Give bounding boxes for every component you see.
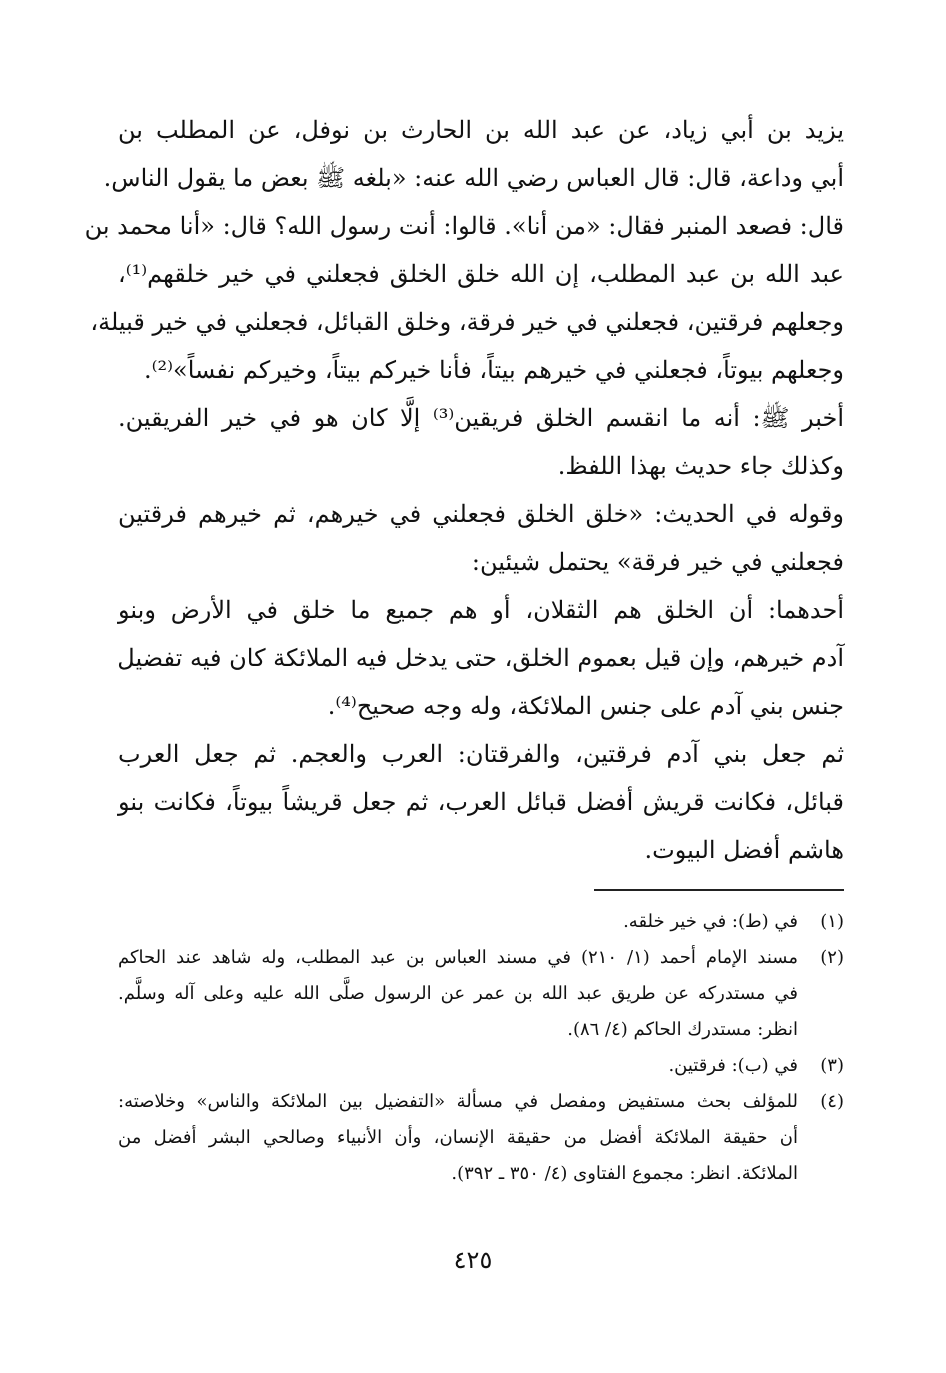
footnote-number: (٤) — [820, 1091, 844, 1112]
text-line: وجعلهم فرقتين، فجعلني في خير فرقة، وخلق القبائل، فجعلني في خير قبيلة، — [90, 308, 844, 336]
text-line: قبائل، فكانت قريش أفضل قبائل العرب، ثم جعل قريشاً بيوتاً، فكانت بنو — [118, 788, 844, 816]
text-line: هاشم أفضل البيوت. — [644, 836, 844, 864]
text-line: يزيد بن أبي زياد، عن عبد الله بن الحارث بن نوفل، عن المطلب بن — [118, 116, 844, 144]
footnote-line: في (ط): في خير خلقه. — [623, 911, 798, 932]
footnotes — [118, 904, 844, 1192]
footnote-number: (٣) — [820, 1055, 844, 1076]
footnote-number: (٢) — [820, 947, 844, 968]
text-line: آدم خيرهم، وإن قيل بعموم الخلق، حتى يدخل فيه الملائكة كان فيه تفضيل — [117, 644, 844, 672]
text-line: وجعلهم بيوتاً، فجعلني في خيرهم بيتاً، فأنا خيركم بيتاً، وخيركم نفساً»⁽²⁾. — [143, 356, 844, 384]
footnote-line: انظر: مستدرك الحاكم (٤/ ٨٦). — [567, 1019, 798, 1040]
text-line: أحدهما: أن الخلق هم الثقلان، أو هم جميع ما خلق في الأرض وبنو — [118, 596, 844, 624]
text-line: عبد الله بن عبد المطلب، إن الله خلق الخلق فجعلني في خير خلقهم⁽¹⁾، — [118, 260, 844, 288]
footnote-line: مسند الإمام أحمد (١/ ٢١٠) في مسند العباس بن عبد المطلب، وله شاهد عند الحاكم — [118, 947, 798, 968]
footnote-line: في مستدركه عن طريق عبد الله بن عمر عن الرسول صلَّى الله عليه وعلى آله وسلَّم. — [118, 983, 798, 1004]
footnote-line: للمؤلف بحث مستفيض ومفصل في مسألة «التفضيل بين الملائكة والناس» وخلاصته: — [118, 1091, 798, 1112]
text-line: فجعلني في خير فرقة» يحتمل شيئين: — [471, 548, 844, 576]
text-line: ثم جعل بني آدم فرقتين، والفرقتان: العرب والعجم. ثم جعل العرب — [118, 740, 844, 768]
footnote — [118, 904, 844, 940]
text-line: جنس بني آدم على جنس الملائكة، وله وجه صحيح⁽⁴⁾. — [327, 692, 844, 720]
footnote-separator — [594, 889, 844, 891]
main-text — [84, 106, 845, 874]
footnote — [118, 940, 844, 1048]
text-line: وقوله في الحديث: «خلق الخلق فجعلني في خيرهم، ثم خيرهم فرقتين — [118, 500, 844, 528]
text-line: أبي وداعة، قال: قال العباس رضي الله عنه: «بلغه ﷺ بعض ما يقول الناس. — [103, 164, 844, 192]
text-line: قال: فصعد المنبر فقال: «من أنا». قالوا: أنت رسول الله؟ قال: «أنا محمد بن — [84, 212, 844, 240]
footnote — [118, 1048, 844, 1084]
footnote-line: أن حقيقة الملائكة أفضل من حقيقة الإنسان، وأن الأنبياء وصالحي البشر أفضل من — [118, 1127, 798, 1148]
text-line: وكذلك جاء حديث بهذا اللفظ. — [557, 452, 844, 480]
text-line: أخبر ﷺ: أنه ما انقسم الخلق فريقين⁽³⁾ إلَّا كان هو في خير الفريقين. — [118, 404, 845, 432]
footnote-number: (١) — [820, 911, 844, 932]
footnote — [118, 1084, 844, 1192]
footnote-line: الملائكة. انظر: مجموع الفتاوى (٤/ ٣٥٠ ـ ٣٩٢). — [451, 1163, 798, 1184]
page-number: ٤٢٥ — [453, 1246, 493, 1274]
footnote-line: في (ب): فرقتين. — [668, 1055, 798, 1076]
